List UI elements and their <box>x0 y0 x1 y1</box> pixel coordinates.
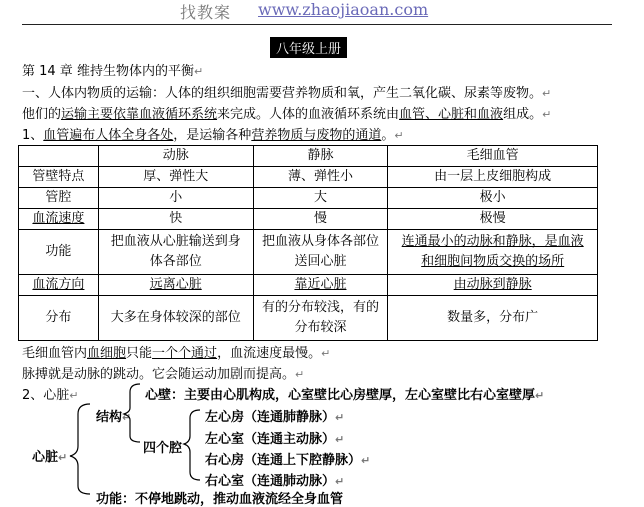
row-label: 管壁特点 <box>19 167 99 188</box>
text-span: 1、 <box>22 128 44 143</box>
text-span: 左心室（连通主动脉） <box>205 432 336 447</box>
underlined-text: 血管遍布人体全身各处 <box>43 128 174 143</box>
row-label: 功能 <box>19 230 99 275</box>
paragraph-mark: ↵ <box>335 475 345 488</box>
paragraph-mark: ↵ <box>542 87 552 100</box>
paragraph-mark: ↵ <box>335 411 345 424</box>
row-label: 血流速度 <box>19 209 99 230</box>
table-header-cell: 静脉 <box>253 146 388 167</box>
text-span: 。 <box>381 128 395 143</box>
paragraph-mark: ↵ <box>321 347 331 360</box>
heart-main-brace <box>70 404 90 494</box>
table-cell: 由一层上皮细胞构成 <box>388 167 598 188</box>
underlined-text: 营养物质与废物的通道 <box>251 128 382 143</box>
paragraph-mark: ↵ <box>193 65 204 78</box>
text-span: 2、心脏 <box>22 388 70 403</box>
paragraph-mark: ↵ <box>361 454 371 467</box>
text-span: 组成。 <box>503 107 543 122</box>
structure-brace <box>124 384 140 442</box>
paragraph-mark: ↵ <box>335 433 345 446</box>
text-span: 四个腔 <box>143 441 183 456</box>
text-span: 他们的 <box>22 107 62 122</box>
site-url-link[interactable]: www.zhaojiaoan.com <box>258 0 429 19</box>
table-cell: 慢 <box>253 209 388 230</box>
paragraph-mark: ↵ <box>122 411 132 424</box>
underlined-text: 血细胞 <box>87 346 127 361</box>
table-cell: 连通最小的动脉和静脉，是血液和细胞间物质交换的场所 <box>388 230 598 275</box>
paragraph-mark: ↵ <box>535 389 545 402</box>
text-span: 来完成。人体的血液循环系统由 <box>217 107 400 122</box>
grade-label: 八年级上册 <box>270 37 347 58</box>
text-span: 心壁：主要由心肌构成，心室壁比心房壁厚，左心室壁比右心室壁厚 <box>145 388 536 403</box>
row-label: 血流方向 <box>19 275 99 296</box>
table-header-cell: 毛细血管 <box>388 146 598 167</box>
row-label: 分布 <box>19 296 99 341</box>
text-span: 心脏 <box>32 450 59 465</box>
table-header-cell: 动脉 <box>98 146 253 167</box>
table-cell: 薄、弹性小 <box>253 167 388 188</box>
paragraph-mark: ↵ <box>69 389 79 402</box>
paragraph-mark: ↵ <box>394 129 404 142</box>
row-label: 管腔 <box>19 188 99 209</box>
table-cell: 靠近心脏 <box>253 275 388 296</box>
underlined-text: 运输主要依靠血液循环系统 <box>61 107 218 122</box>
table-cell: 极小 <box>388 188 598 209</box>
chapter-title-text: 第 14 章 维持生物体内的平衡 <box>22 64 194 79</box>
underlined-text: 一个个通过 <box>152 346 218 361</box>
table-cell: 远离心脏 <box>98 275 253 296</box>
table-cell: 由动脉到静脉 <box>388 275 598 296</box>
table-cell: 把血液从身体各部位送回心脏 <box>253 230 388 275</box>
text-span: ，血流速度最慢。 <box>217 346 322 361</box>
table-cell: 快 <box>98 209 253 230</box>
paragraph-mark: ↵ <box>58 451 68 464</box>
text-span: ，是运输各种 <box>173 128 252 143</box>
underlined-text: 血管、心脏和血液 <box>399 107 504 122</box>
table-cell: 大 <box>253 188 388 209</box>
table-cell: 把血液从心脏输送到身体各部位 <box>98 230 253 275</box>
text-span: 只能 <box>126 346 153 361</box>
table-cell: 厚、弹性大 <box>98 167 253 188</box>
paragraph-mark: ↵ <box>295 368 305 381</box>
table-cell: 大多在身体较深的部位 <box>98 296 253 341</box>
text-span: 毛细血管内 <box>22 346 88 361</box>
text-span: 右心室（连通肺动脉） <box>205 474 336 489</box>
site-name: 找教案 <box>180 3 232 22</box>
text-span: 功能：不停地跳动，推动血液流经全身血管 <box>96 492 344 507</box>
table-cell: 有的分布较浅，有的分布较深 <box>253 296 388 341</box>
table-cell: 数量多，分布广 <box>388 296 598 341</box>
para-transport-text: 一、人体内物质的运输：人体的组织细胞需要营养物质和氧，产生二氧化碳、尿素等废物。 <box>22 86 543 101</box>
text-span: 结构 <box>96 410 123 425</box>
table-cell: 小 <box>98 188 253 209</box>
paragraph-mark: ↵ <box>542 108 552 121</box>
text-span: 左心房（连通肺静脉） <box>205 410 336 425</box>
text-span: 脉搏就是动脉的跳动。它会随运动加剧而提高。 <box>22 367 296 382</box>
chambers-brace <box>184 410 200 480</box>
text-span: 右心房（连通上下腔静脉） <box>205 453 362 468</box>
table-cell: 极慢 <box>388 209 598 230</box>
